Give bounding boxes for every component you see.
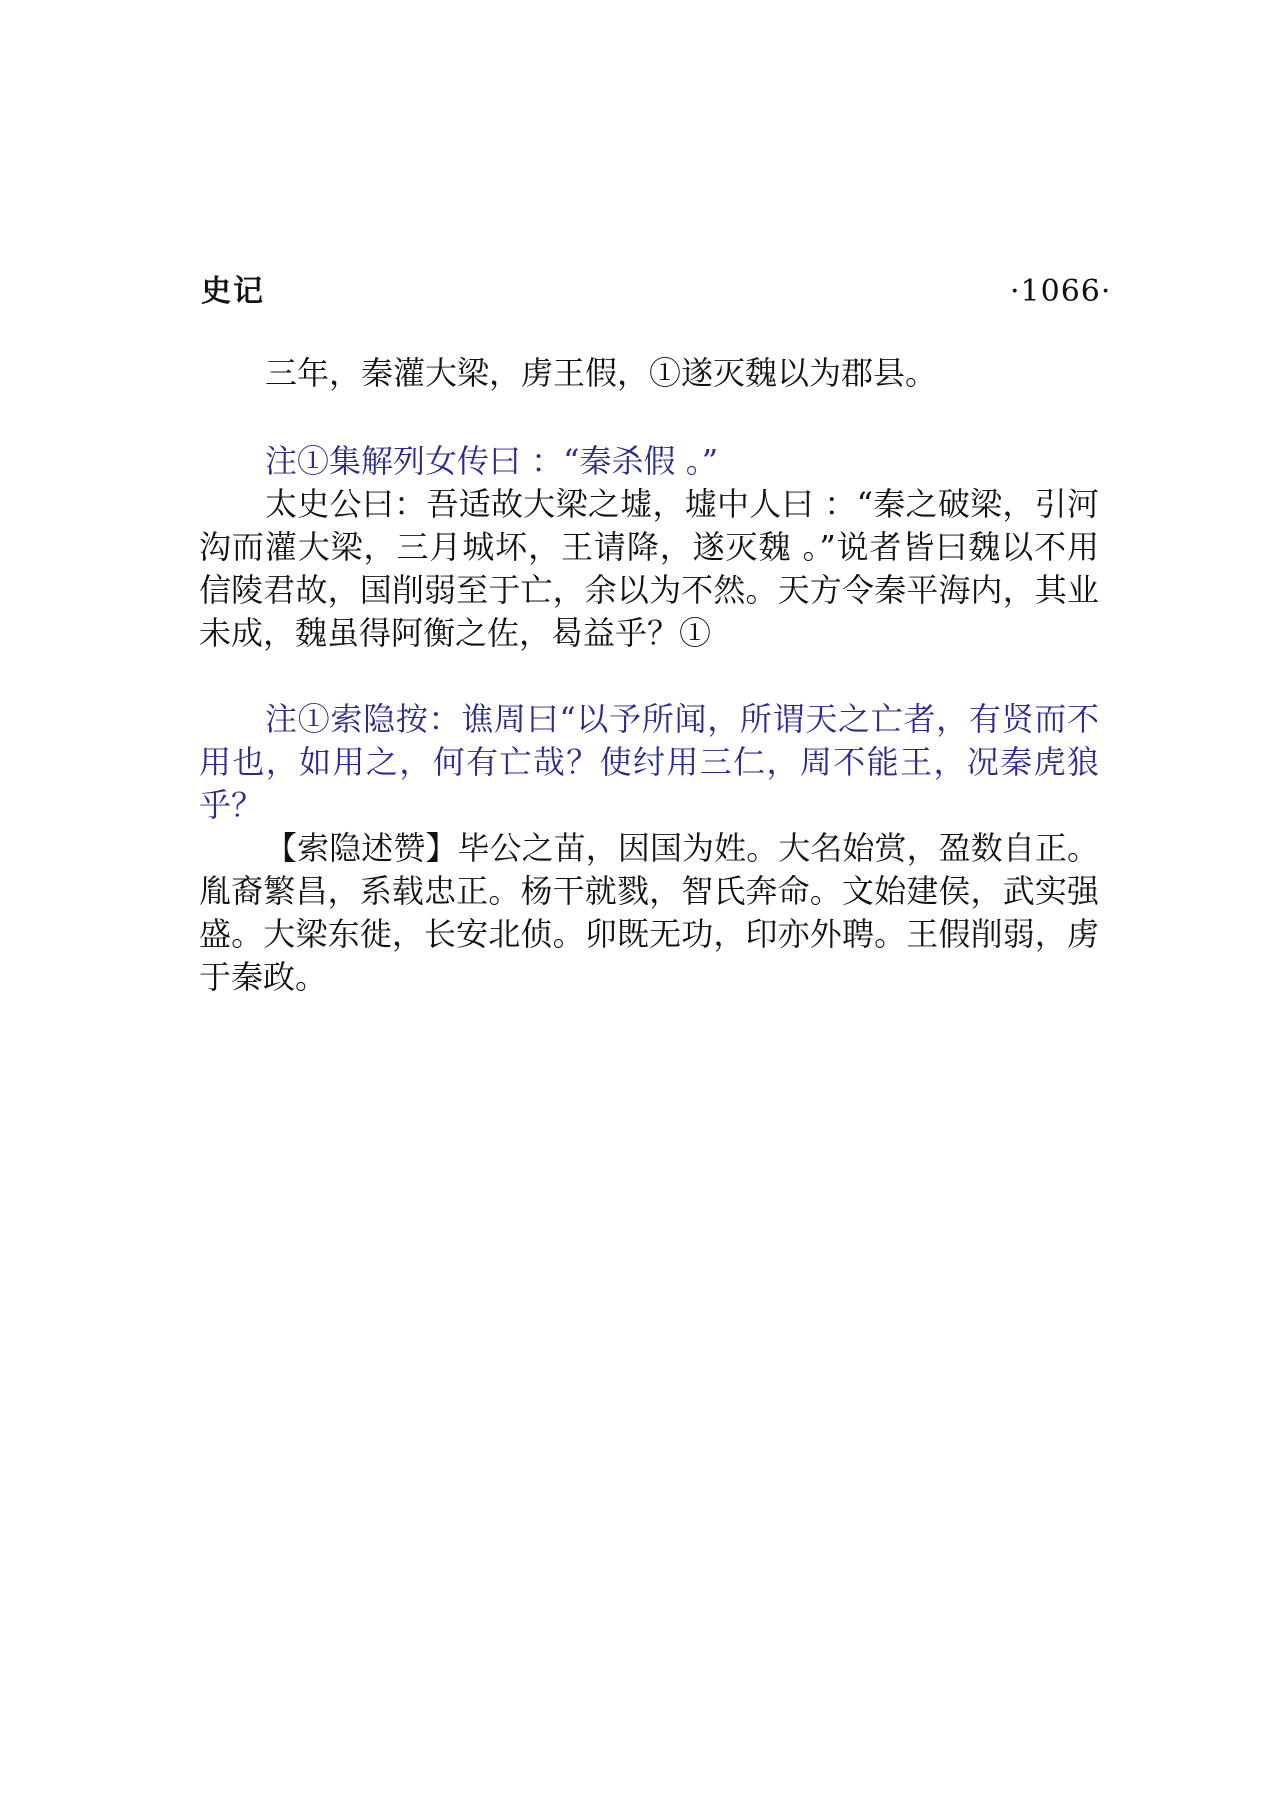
book-title: 史记 (201, 274, 265, 309)
annotation-note-2: 注①索隐按：谯周曰“以予所闻，所谓天之亡者，有贤而不用也，如用之，何有亡哉？使纣用三仁，周不能王，况秦虎狼乎？ (199, 700, 1099, 824)
taishigong-paragraph: 太史公曰：吾适故大梁之墟，墟中人曰 ：“秦之破梁，引河沟而灌大梁，三月城坏，王请降，遂灭魏 。”说者皆曰魏以不用信陵君故，国削弱至于亡，余以为不然。天方令秦平海内，其业未成，魏虽得阿衡之佐，曷益乎？① (199, 485, 1099, 652)
main-text-paragraph: 三年，秦灌大梁，虏王假，①遂灭魏以为郡县。 (265, 354, 938, 392)
annotation-note-1: 注①集解列女传曰 ：“秦杀假 。” (265, 442, 719, 480)
page-number: ·1066· (1010, 274, 1112, 309)
suoyin-zan-paragraph: 【索隐述赞】毕公之苗，因国为姓。大名始赏，盈数自正。胤裔繁昌，系载忠正。杨干就戮，智氏奔命。文始建侯，武实强盛。大梁东徙，长安北侦。卯既无功，印亦外聘。王假削弱，虏于秦政。 (199, 829, 1099, 996)
